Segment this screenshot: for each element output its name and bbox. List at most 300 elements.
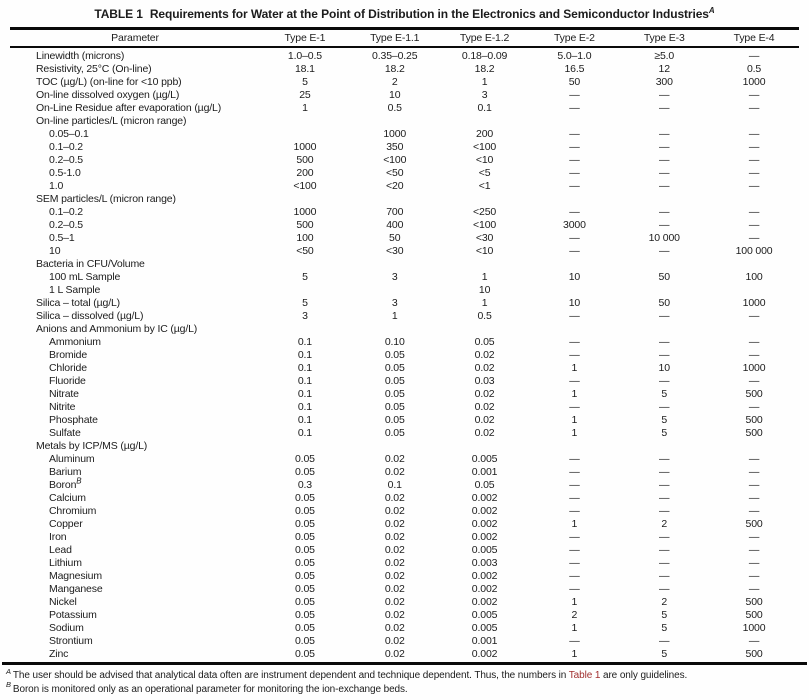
value-cell: — [748, 102, 760, 114]
value-cell [529, 440, 619, 453]
footnote [6, 680, 803, 697]
value-cell: — [748, 557, 760, 569]
value-cell: 1 [571, 427, 578, 439]
table-row [10, 622, 799, 635]
value-cell: 1000 [293, 206, 317, 218]
value-cell: — [748, 128, 760, 140]
footnote [6, 666, 803, 683]
value-cell: — [569, 102, 580, 114]
value-cell [260, 440, 350, 453]
table-row [10, 167, 799, 180]
value-cell [260, 193, 350, 206]
value-cell: 0.05 [474, 336, 495, 348]
value-cell: 5 [661, 648, 668, 660]
row-parameter: Sulfate [49, 427, 81, 439]
value-cell: — [569, 89, 580, 101]
value-cell: <50 [386, 167, 404, 179]
value-cell: — [569, 479, 580, 491]
value-cell: 0.05 [294, 505, 315, 517]
column-header: Type E-1.1 [370, 32, 420, 44]
value-cell: 1 [481, 297, 488, 309]
value-cell: 50 [389, 232, 401, 244]
value-cell: 18.1 [294, 63, 315, 75]
value-cell: 500 [745, 518, 763, 530]
value-cell: <10 [475, 245, 494, 257]
value-cell: 50 [658, 271, 670, 283]
value-cell: — [659, 141, 670, 153]
value-cell [440, 115, 530, 128]
value-cell: — [569, 401, 580, 413]
table-row [10, 453, 799, 466]
value-cell: 50 [568, 76, 581, 88]
value-cell: — [748, 219, 760, 231]
section-row [10, 323, 799, 336]
value-cell: 0.18–0.09 [461, 50, 508, 62]
value-cell: — [748, 349, 760, 361]
value-cell: — [748, 453, 760, 465]
value-cell: 2 [661, 596, 668, 608]
row-parameter: Aluminum [49, 453, 95, 465]
section-row [10, 115, 799, 128]
row-parameter: Nitrite [49, 401, 76, 413]
parameter-superscript: B [76, 476, 82, 486]
value-cell: 500 [745, 427, 763, 439]
value-cell [260, 258, 350, 271]
row-parameter: 0.5–1 [49, 232, 75, 244]
value-cell: 1 [571, 648, 578, 660]
value-cell [709, 193, 799, 206]
value-cell: — [659, 401, 670, 413]
table-row [10, 414, 799, 427]
row-parameter: On-Line Residue after evaporation (µg/L) [36, 102, 222, 114]
value-cell: — [569, 336, 580, 348]
value-cell: 0.05 [384, 362, 405, 374]
row-parameter: Silica – dissolved (µg/L) [36, 310, 144, 322]
value-cell: — [748, 479, 760, 491]
row-parameter: Ammonium [49, 336, 101, 348]
value-cell: — [569, 544, 580, 556]
value-cell: — [659, 245, 670, 257]
value-cell: 0.1 [297, 414, 312, 426]
value-cell: 500 [745, 388, 763, 400]
row-parameter: 1 L Sample [49, 284, 101, 296]
value-cell: 0.002 [471, 596, 498, 608]
table-row [10, 349, 799, 362]
value-cell: 0.1 [297, 375, 312, 387]
value-cell: — [569, 635, 580, 647]
value-cell: — [659, 310, 670, 322]
column-header: Type E-1.2 [459, 32, 510, 44]
value-cell: 0.02 [474, 362, 495, 374]
value-cell: — [569, 557, 580, 569]
row-parameter: Nitrate [49, 388, 79, 400]
table-row [10, 297, 799, 310]
value-cell: 0.05 [294, 557, 315, 569]
value-cell: <30 [386, 245, 404, 257]
column-header: Parameter [111, 32, 159, 44]
table-row [10, 89, 799, 102]
table-row [10, 271, 799, 284]
value-cell: 3000 [563, 219, 586, 231]
value-cell: 0.02 [384, 492, 405, 504]
value-cell: 1 [571, 388, 578, 400]
value-cell: 1 [571, 414, 578, 426]
column-header: Type E-1 [284, 32, 326, 44]
value-cell [350, 323, 440, 336]
row-parameter: Linewidth (microns) [36, 50, 125, 62]
value-cell [440, 193, 530, 206]
table-row [10, 50, 799, 63]
value-cell [529, 193, 619, 206]
value-cell: 0.1 [297, 336, 312, 348]
value-cell: — [569, 154, 580, 166]
table-1-link[interactable]: Table 1 [568, 670, 601, 681]
value-cell: 350 [386, 141, 404, 153]
value-cell: — [569, 141, 580, 153]
value-cell: 0.05 [384, 349, 405, 361]
row-parameter: Barium [49, 466, 82, 478]
value-cell: 0.05 [294, 518, 315, 530]
row-parameter: Magnesium [49, 570, 102, 582]
row-parameter: Calcium [49, 492, 86, 504]
value-cell: — [569, 310, 580, 322]
row-parameter: 0.1–0.2 [49, 141, 83, 153]
table-row [10, 557, 799, 570]
value-cell [709, 323, 799, 336]
row-parameter: Potassium [49, 609, 97, 621]
row-parameter: Silica – total (µg/L) [36, 297, 121, 309]
value-cell: 10 [478, 284, 491, 296]
table-row [10, 648, 799, 661]
row-parameter: Strontium [49, 635, 93, 647]
value-cell [260, 284, 350, 297]
table-row [10, 388, 799, 401]
value-cell: — [659, 206, 670, 218]
value-cell: 0.05 [474, 479, 495, 491]
value-cell: 0.02 [384, 596, 405, 608]
value-cell: <100 [473, 219, 497, 231]
value-cell [260, 115, 350, 128]
section-row [10, 193, 799, 206]
value-cell: 0.001 [471, 466, 498, 478]
value-cell: — [569, 375, 580, 387]
value-cell [529, 284, 619, 297]
value-cell: 0.005 [471, 544, 498, 556]
table-body [10, 48, 799, 661]
value-cell: 100 000 [735, 245, 773, 257]
value-cell: 18.2 [384, 63, 405, 75]
value-cell: 0.1 [297, 401, 312, 413]
value-cell [709, 440, 799, 453]
row-parameter: Bacteria in CFU/Volume [36, 258, 145, 270]
value-cell: — [569, 206, 580, 218]
value-cell: 1.0–0.5 [287, 50, 322, 62]
value-cell: 0.05 [294, 583, 315, 595]
value-cell: — [569, 245, 580, 257]
value-cell: — [748, 531, 760, 543]
value-cell: 0.003 [471, 557, 498, 569]
row-parameter: On-line dissolved oxygen (µg/L) [36, 89, 180, 101]
table-row [10, 609, 799, 622]
value-cell: 1000 [742, 76, 766, 88]
value-cell: — [659, 557, 670, 569]
value-cell: 0.3 [297, 479, 312, 491]
value-cell: — [748, 89, 760, 101]
value-cell: 0.05 [294, 596, 315, 608]
column-header: Type E-4 [733, 32, 775, 44]
row-parameter: Chromium [49, 505, 97, 517]
value-cell [709, 115, 799, 128]
value-cell: — [659, 544, 670, 556]
value-cell [350, 258, 440, 271]
section-row [10, 440, 799, 453]
row-parameter: Chloride [49, 362, 87, 374]
row-parameter: Fluoride [49, 375, 86, 387]
value-cell: 2 [391, 76, 398, 88]
value-cell: 500 [745, 609, 763, 621]
value-cell: — [659, 336, 670, 348]
value-cell: — [748, 466, 760, 478]
row-parameter: Iron [49, 531, 67, 543]
table-row [10, 518, 799, 531]
row-parameter: Boron$^B$ [49, 476, 82, 491]
value-cell: — [659, 466, 670, 478]
value-cell: — [659, 102, 670, 114]
table-row [10, 362, 799, 375]
value-cell: — [748, 310, 760, 322]
value-cell: 5 [302, 76, 308, 88]
table-row [10, 583, 799, 596]
row-parameter: Lead [49, 544, 72, 556]
value-cell: 0.02 [384, 622, 405, 634]
row-parameter: 10 [49, 245, 61, 257]
value-cell [440, 258, 530, 271]
value-cell: 0.02 [474, 427, 495, 439]
footnotes [6, 666, 803, 696]
value-cell: 3 [481, 89, 488, 101]
value-cell: 1 [571, 622, 578, 634]
value-cell: <10 [475, 154, 494, 166]
table-row [10, 596, 799, 609]
value-cell: — [569, 505, 580, 517]
value-cell: — [659, 128, 670, 140]
value-cell [619, 193, 709, 206]
value-cell: 10 [568, 297, 581, 309]
value-cell: <100 [383, 154, 407, 166]
table-row [10, 336, 799, 349]
table-row [10, 128, 799, 141]
value-cell: — [748, 206, 760, 218]
value-cell: 400 [386, 219, 404, 231]
row-parameter: Metals by ICP/MS (µg/L) [36, 440, 148, 452]
row-parameter: 0.2–0.5 [49, 154, 83, 166]
value-cell: 1000 [293, 141, 317, 153]
footnote-superscript: B [6, 680, 11, 690]
footnote-text: are only guidelines. [600, 670, 688, 681]
value-cell: — [569, 180, 580, 192]
value-cell: 0.03 [474, 375, 495, 387]
row-parameter: 0.2–0.5 [49, 219, 83, 231]
row-parameter: On-line particles/L (micron range) [36, 115, 187, 127]
value-cell: 0.002 [471, 505, 498, 517]
value-cell: 0.002 [471, 570, 498, 582]
value-cell [619, 440, 709, 453]
value-cell: — [748, 167, 760, 179]
table-row [10, 544, 799, 557]
value-cell: 5.0–1.0 [557, 50, 592, 62]
value-cell: 5 [661, 388, 668, 400]
value-cell: — [748, 583, 760, 595]
value-cell: 0.02 [384, 557, 405, 569]
value-cell: — [569, 128, 580, 140]
value-cell: — [569, 453, 580, 465]
value-cell: 500 [296, 154, 314, 166]
value-cell: 0.1 [477, 102, 492, 114]
value-cell: 1 [571, 362, 578, 374]
value-cell: 0.005 [471, 622, 498, 634]
value-cell [709, 258, 799, 271]
value-cell: 25 [299, 89, 311, 101]
value-cell: — [748, 232, 760, 244]
value-cell: — [659, 375, 670, 387]
value-cell: — [659, 219, 670, 231]
value-cell: 0.1 [387, 479, 402, 491]
value-cell: — [659, 349, 670, 361]
table-row [10, 531, 799, 544]
value-cell: — [659, 180, 670, 192]
value-cell: 12 [658, 63, 670, 75]
value-cell: 0.02 [384, 531, 405, 543]
value-cell: 1 [481, 271, 488, 283]
table-row [10, 206, 799, 219]
value-cell: <100 [293, 180, 317, 192]
table-row [10, 505, 799, 518]
table-row [10, 245, 799, 258]
value-cell: 0.05 [294, 570, 315, 582]
value-cell: 0.05 [294, 622, 315, 634]
value-cell [619, 323, 709, 336]
value-cell: 0.02 [384, 453, 405, 465]
value-cell: 0.02 [474, 401, 495, 413]
value-cell: — [659, 492, 670, 504]
value-cell: 5 [302, 271, 308, 283]
value-cell: — [659, 635, 670, 647]
row-parameter: 0.5-1.0 [49, 167, 81, 179]
value-cell: 0.02 [384, 544, 405, 556]
value-cell: 0.05 [384, 414, 405, 426]
value-cell: 500 [745, 648, 763, 660]
value-cell: 1 [391, 310, 398, 322]
value-cell: — [659, 531, 670, 543]
value-cell: 5 [661, 427, 668, 439]
value-cell: 0.02 [384, 609, 405, 621]
value-cell: 10 000 [648, 232, 680, 244]
table-row [10, 401, 799, 414]
value-cell: — [569, 570, 580, 582]
value-cell: — [748, 180, 760, 192]
value-cell: — [748, 544, 760, 556]
value-cell: 0.002 [471, 492, 498, 504]
value-cell: 0.02 [474, 388, 495, 400]
value-cell: — [748, 336, 760, 348]
section-row [10, 258, 799, 271]
row-parameter: Resistivity, 25°C (On-line) [36, 63, 152, 75]
value-cell: — [748, 154, 760, 166]
value-cell: <20 [386, 180, 404, 192]
value-cell: — [748, 141, 760, 153]
value-cell: 0.02 [384, 635, 405, 647]
table-title-superscript: A [708, 6, 715, 15]
value-cell: 1 [302, 102, 308, 114]
value-cell: — [659, 505, 670, 517]
value-cell: 10 [658, 362, 670, 374]
value-cell: — [748, 492, 760, 504]
row-parameter: 0.1–0.2 [49, 206, 83, 218]
value-cell: — [748, 50, 760, 62]
table-row [10, 232, 799, 245]
value-cell [350, 115, 440, 128]
value-cell: — [659, 479, 670, 491]
footnote-text: The user should be advised that analytical data often are instrument dependent and technique dependent. Thus, the numbers in [12, 670, 569, 681]
value-cell: 0.05 [294, 544, 315, 556]
value-cell: 10 [389, 89, 401, 101]
value-cell: 0.05 [384, 388, 405, 400]
value-cell: 5 [661, 609, 668, 621]
value-cell: 2 [661, 518, 668, 530]
value-cell: 3 [302, 310, 308, 322]
value-cell: 1 [481, 76, 488, 88]
value-cell [529, 258, 619, 271]
value-cell: 10 [568, 271, 581, 283]
value-cell: 16.5 [564, 63, 585, 75]
value-cell: 1 [571, 596, 578, 608]
value-cell [260, 323, 350, 336]
value-cell: — [569, 583, 580, 595]
value-cell: 300 [655, 76, 673, 88]
value-cell: 0.1 [297, 349, 312, 361]
value-cell [440, 440, 530, 453]
value-cell: 200 [476, 128, 494, 140]
row-parameter: 100 mL Sample [49, 271, 121, 283]
value-cell: 0.002 [471, 648, 498, 660]
value-cell: 5 [661, 414, 668, 426]
value-cell: <30 [475, 232, 494, 244]
row-parameter: Sodium [49, 622, 84, 634]
value-cell: 0.02 [474, 414, 495, 426]
value-cell [619, 258, 709, 271]
value-cell: 0.002 [471, 531, 498, 543]
value-cell: 0.02 [384, 466, 405, 478]
value-cell [440, 323, 530, 336]
value-cell: 0.1 [297, 388, 312, 400]
value-cell: — [659, 89, 670, 101]
value-cell: 200 [296, 167, 314, 179]
value-cell: 5 [302, 297, 308, 309]
value-cell: 0.35–0.25 [372, 50, 418, 62]
value-cell: 1000 [742, 622, 766, 634]
value-cell: <250 [473, 206, 497, 218]
value-cell: <5 [478, 167, 491, 179]
column-header: Type E-2 [553, 32, 595, 44]
table-row [10, 180, 799, 193]
table-row [10, 76, 799, 89]
value-cell: — [659, 570, 670, 582]
value-cell: 0.002 [471, 518, 498, 530]
value-cell [350, 440, 440, 453]
value-cell: — [569, 349, 580, 361]
value-cell: — [748, 635, 760, 647]
value-cell [350, 193, 440, 206]
